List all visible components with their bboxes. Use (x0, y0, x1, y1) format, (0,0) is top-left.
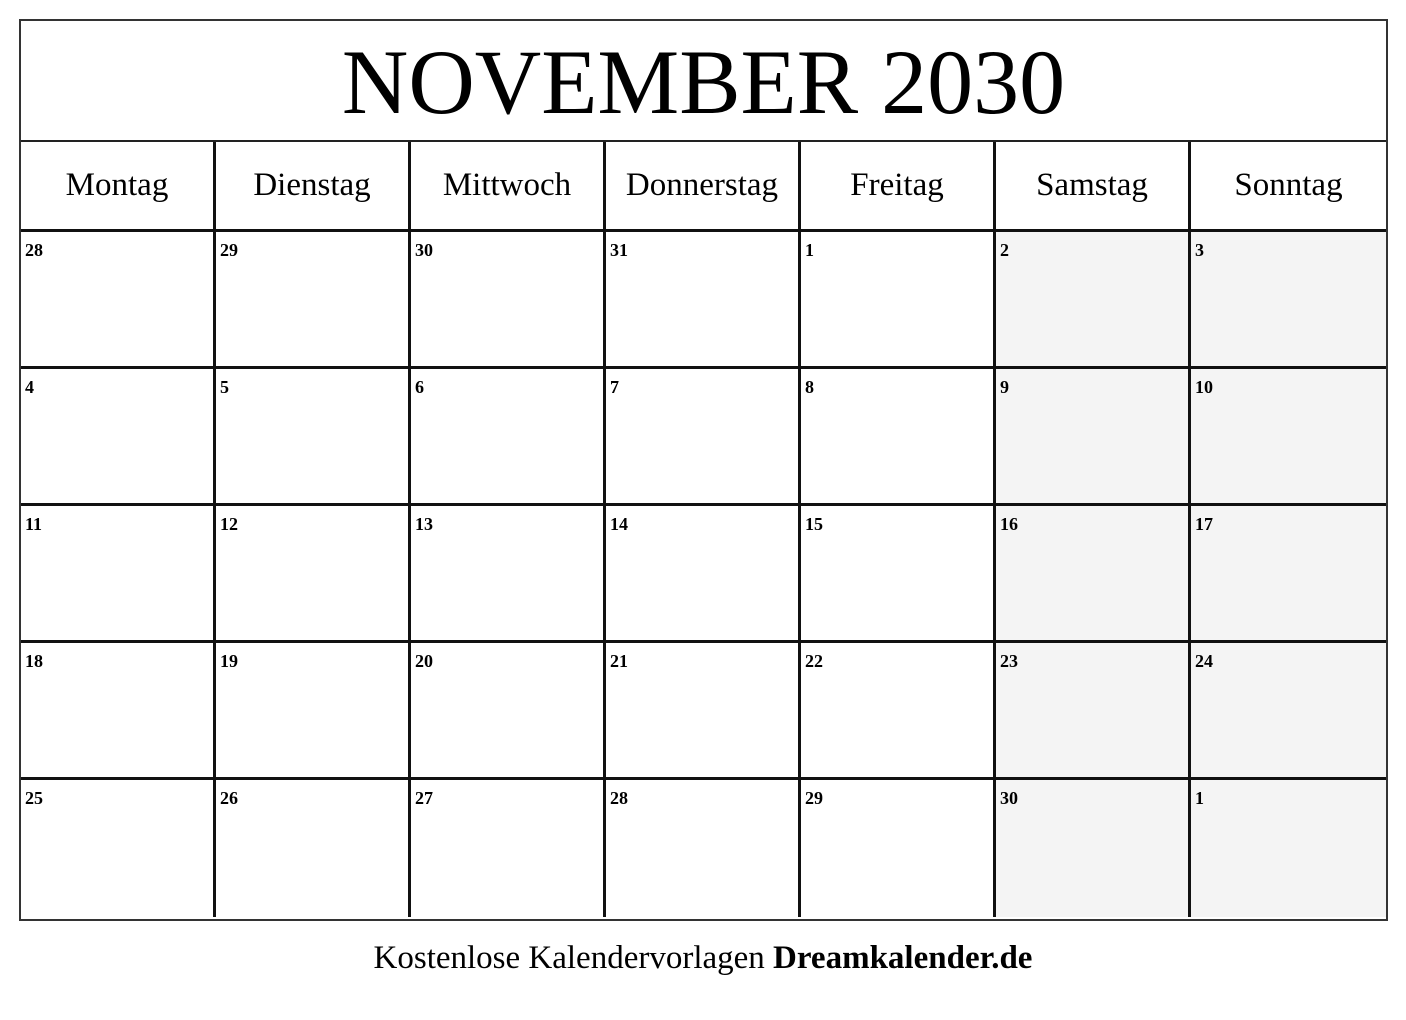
day-number: 21 (610, 651, 628, 671)
day-number: 23 (1000, 651, 1018, 671)
day-number: 27 (415, 788, 433, 808)
day-cell-weekend (996, 643, 1191, 780)
day-number: 12 (220, 514, 238, 534)
day-number: 17 (1195, 514, 1213, 534)
day-cell (216, 643, 411, 780)
day-number: 28 (25, 240, 43, 260)
day-number: 30 (415, 240, 433, 260)
day-number: 10 (1195, 377, 1213, 397)
day-cell (216, 232, 411, 369)
day-cell-weekend (1191, 369, 1386, 506)
day-cell (801, 506, 996, 643)
day-number: 25 (25, 788, 43, 808)
day-number: 29 (220, 240, 238, 260)
day-number: 6 (415, 377, 424, 397)
day-number: 2 (1000, 240, 1009, 260)
day-number: 31 (610, 240, 628, 260)
day-cell (606, 643, 801, 780)
day-number: 1 (805, 240, 814, 260)
day-cell (216, 506, 411, 643)
day-number: 5 (220, 377, 229, 397)
weekday-friday: Freitag (801, 142, 996, 229)
day-cell (801, 780, 996, 917)
day-cell (801, 369, 996, 506)
calendar-title: NOVEMBER 2030 (341, 30, 1066, 133)
day-cell-weekend (996, 506, 1191, 643)
weekday-monday: Montag (21, 142, 216, 229)
day-number: 15 (805, 514, 823, 534)
footer (0, 938, 1406, 978)
day-number: 29 (805, 788, 823, 808)
day-cell (411, 232, 606, 369)
day-number: 1 (1195, 788, 1204, 808)
weekday-tuesday: Dienstag (216, 142, 411, 229)
day-cell (606, 369, 801, 506)
day-cell (411, 643, 606, 780)
day-number: 28 (610, 788, 628, 808)
day-number: 11 (25, 514, 43, 534)
day-number: 16 (1000, 514, 1018, 534)
weekday-sunday: Sonntag (1234, 167, 1343, 203)
day-cell (801, 232, 996, 369)
footer-brand-link[interactable]: Dreamkalender.de (773, 940, 1033, 976)
day-cell (606, 232, 801, 369)
day-cell-weekend (996, 369, 1191, 506)
day-cell-weekend (1191, 780, 1386, 917)
day-number: 8 (805, 377, 814, 397)
day-cell (21, 780, 216, 917)
day-number: 19 (220, 651, 238, 671)
day-cell-weekend (996, 780, 1191, 917)
day-cell (21, 369, 216, 506)
day-cell (606, 506, 801, 643)
day-number: 26 (220, 788, 238, 808)
day-cell-weekend (1191, 643, 1386, 780)
day-number: 24 (1195, 651, 1213, 671)
day-number: 18 (25, 651, 43, 671)
day-number: 22 (805, 651, 823, 671)
day-number: 9 (1000, 377, 1009, 397)
day-cell (801, 643, 996, 780)
day-cell-weekend (996, 232, 1191, 369)
day-number: 7 (610, 377, 619, 397)
weekday-wednesday: Mittwoch (411, 142, 606, 229)
day-cell (411, 369, 606, 506)
day-cell-weekend (1191, 232, 1386, 369)
title-bar (21, 21, 1386, 142)
weekday-thursday: Donnerstag (606, 142, 801, 229)
day-number: 13 (415, 514, 433, 534)
day-cell-weekend (1191, 506, 1386, 643)
footer-text: Kostenlose Kalendervorlagen (373, 940, 765, 976)
day-cell (21, 643, 216, 780)
day-cell (411, 506, 606, 643)
day-cell (606, 780, 801, 917)
day-number: 4 (25, 377, 34, 397)
day-number: 14 (610, 514, 628, 534)
day-cell (216, 780, 411, 917)
calendar (19, 19, 1388, 921)
day-cell (411, 780, 606, 917)
day-number: 30 (1000, 788, 1018, 808)
day-cell (216, 369, 411, 506)
weekday-saturday: Samstag (996, 142, 1191, 229)
day-number: 3 (1195, 240, 1204, 260)
day-cell (21, 232, 216, 369)
day-number: 20 (415, 651, 433, 671)
days-grid (21, 232, 1386, 917)
day-cell (21, 506, 216, 643)
weekday-header-row (21, 142, 1386, 232)
